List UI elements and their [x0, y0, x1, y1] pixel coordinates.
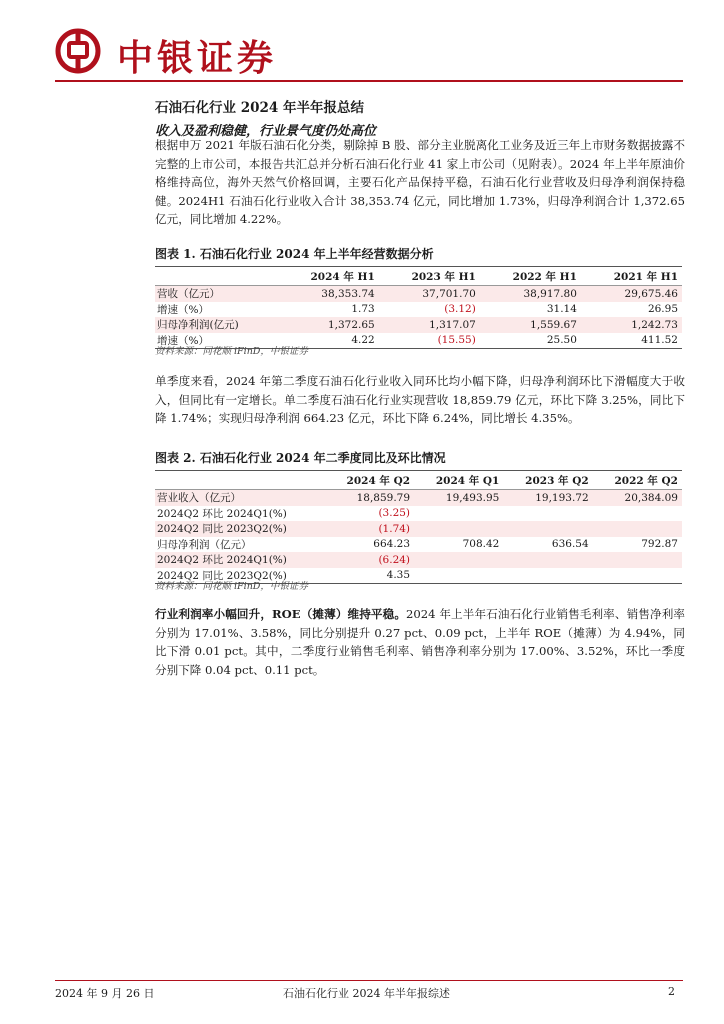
column-header: 2021 年 H1	[581, 267, 682, 286]
table-cell	[414, 506, 503, 522]
table-cell: 20,384.09	[593, 490, 682, 506]
bank-of-china-logo-icon	[55, 28, 101, 74]
table-cell: (15.55)	[437, 334, 476, 347]
table-row	[155, 552, 682, 568]
paragraph-1: 根据申万 2021 年版石油石化分类，剔除掉 B 股、部分主业脱离化工业务及近三年上市财务数据披露不完整的上市公司，本报告共汇总并分析石油石化行业 41 家上市公司（见附表）。2024 年上半年原油价格维持高位，海外天然气价格回调，主要石化产品保持平稳，石油石化行业营收及归母净利润保持稳健。2024H1 石油石化行业收入合计 38,353.74 亿元，同比增加 1.73%，归母净利润合计 1,372.65 亿元，同比增加 4.22%。	[155, 138, 685, 226]
footer-rule	[55, 980, 683, 981]
table-cell: 664.23	[373, 538, 411, 551]
table-cell: 636.54	[551, 538, 589, 551]
table-row	[155, 286, 682, 302]
footer-title: 石油石化行业 2024 年半年报综述	[283, 987, 450, 1000]
row-label: 2024Q2 同比 2023Q2(%)	[157, 569, 287, 582]
table-cell: (6.24)	[325, 552, 414, 568]
column-header: 2023 年 Q2	[503, 471, 592, 490]
figure-1-title: 图表 1. 石油石化行业 2024 年上半年经营数据分析	[155, 247, 434, 261]
table-cell	[593, 506, 682, 522]
table-cell: 1,317.07	[379, 317, 480, 333]
figure-2-source: 资料来源：同花顺 iFinD，中银证券	[155, 581, 308, 592]
table-cell	[503, 552, 592, 568]
table-header-row	[155, 471, 682, 490]
table-cell: 1,559.67	[480, 317, 581, 333]
table-cell	[593, 552, 682, 568]
table-cell	[503, 506, 592, 522]
row-label: 营业收入（亿元）	[155, 490, 325, 506]
table-row	[155, 537, 682, 553]
table-cell	[414, 568, 503, 584]
table-cell: (3.12)	[444, 303, 476, 316]
column-header: 2023 年 H1	[379, 267, 480, 286]
table-cell: 25.50	[546, 334, 577, 347]
table-cell: 1,372.65	[278, 317, 379, 333]
table-cell: 1.73	[351, 303, 375, 316]
page-number: 2	[668, 985, 675, 998]
figure-2-table	[155, 470, 682, 584]
table-row	[155, 506, 682, 522]
table-cell	[503, 521, 592, 537]
column-header	[155, 267, 278, 286]
page-header	[55, 28, 685, 78]
table-cell: (3.25)	[378, 507, 411, 520]
table-cell: 19,193.72	[503, 490, 592, 506]
table-cell: 18,859.79	[325, 490, 414, 506]
table-cell: 411.52	[641, 334, 678, 347]
table-cell: 1,242.73	[581, 317, 682, 333]
column-header: 2024 年 Q2	[325, 471, 414, 490]
figure-2-title: 图表 2. 石油石化行业 2024 年二季度同比及环比情况	[155, 451, 446, 465]
table-cell: 29,675.46	[581, 286, 682, 302]
footer-date: 2024 年 9 月 26 日	[55, 987, 155, 1000]
table-cell: 31.14	[546, 303, 577, 316]
table-row	[155, 521, 682, 537]
section-subtitle: 收入及盈利稳健，行业景气度仍处高位	[155, 124, 377, 139]
header-rule	[55, 80, 683, 82]
row-label: 归母净利润(亿元)	[155, 317, 278, 333]
table-row	[155, 302, 682, 318]
row-label: 2024Q2 同比 2023Q2(%)	[155, 521, 325, 537]
table-cell	[593, 568, 682, 584]
row-label: 增速（%）	[157, 303, 209, 316]
table-header-row	[155, 267, 682, 286]
table-cell: 38,917.80	[480, 286, 581, 302]
table-cell	[414, 552, 503, 568]
row-label: 归母净利润（亿元）	[157, 538, 252, 551]
paragraph-3-lead: 行业利润率小幅回升，ROE（摊薄）维持平稳。	[155, 607, 407, 621]
column-header: 2024 年 H1	[278, 267, 379, 286]
row-label: 增速（%）	[157, 334, 209, 347]
table-row	[155, 490, 682, 506]
section-title: 石油石化行业 2024 年半年报总结	[155, 100, 364, 116]
table-cell: 26.95	[647, 303, 678, 316]
table-cell: 792.87	[641, 538, 678, 551]
table-cell: 4.35	[386, 569, 411, 582]
table-cell	[593, 521, 682, 537]
table-cell: 37,701.70	[379, 286, 480, 302]
column-header	[155, 471, 325, 490]
table-row	[155, 317, 682, 333]
table-cell: 38,353.74	[278, 286, 379, 302]
figure-1-source: 资料来源：同花顺 iFinD，中银证券	[155, 346, 308, 357]
paragraph-3-body: 2024 年上半年石油石化行业销售毛利率、销售净利率分别为 17.01%、3.58%，同比分别提升 0.27 pct、0.09 pct，上半年 ROE（摊薄）为 4.94%，同比下滑 0.01 pct。其中，二季度行业销售毛利率、销售净利率分别为 17.00%、3.52%，环比一季度分别下降 0.04 pct、0.11 pct。	[155, 607, 685, 677]
brand-name: 中银证券	[117, 38, 278, 79]
row-label: 2024Q2 环比 2024Q1(%)	[155, 552, 325, 568]
table-cell: (1.74)	[325, 521, 414, 537]
column-header: 2022 年 H1	[480, 267, 581, 286]
row-label: 营收（亿元）	[155, 286, 278, 302]
column-header: 2022 年 Q2	[593, 471, 682, 490]
table-cell	[414, 521, 503, 537]
table-cell: 19,493.95	[414, 490, 503, 506]
row-label: 2024Q2 环比 2024Q1(%)	[157, 507, 287, 520]
figure-1-table	[155, 266, 682, 349]
paragraph-2: 单季度来看，2024 年第二季度石油石化行业收入同环比均小幅下降，归母净利润环比下滑幅度大于收入，但同比有一定增长。单二季度石油石化行业实现营收 18,859.79 亿元，环比下降 3.25%，同比下降 1.74%；实现归母净利润 664.23 亿元，环比下降 6.24%，同比增长 4.35%。	[155, 374, 685, 425]
table-cell	[503, 568, 592, 584]
paragraph-3	[155, 605, 685, 679]
table-cell: 4.22	[351, 334, 375, 347]
table-cell: 708.42	[462, 538, 500, 551]
column-header: 2024 年 Q1	[414, 471, 503, 490]
